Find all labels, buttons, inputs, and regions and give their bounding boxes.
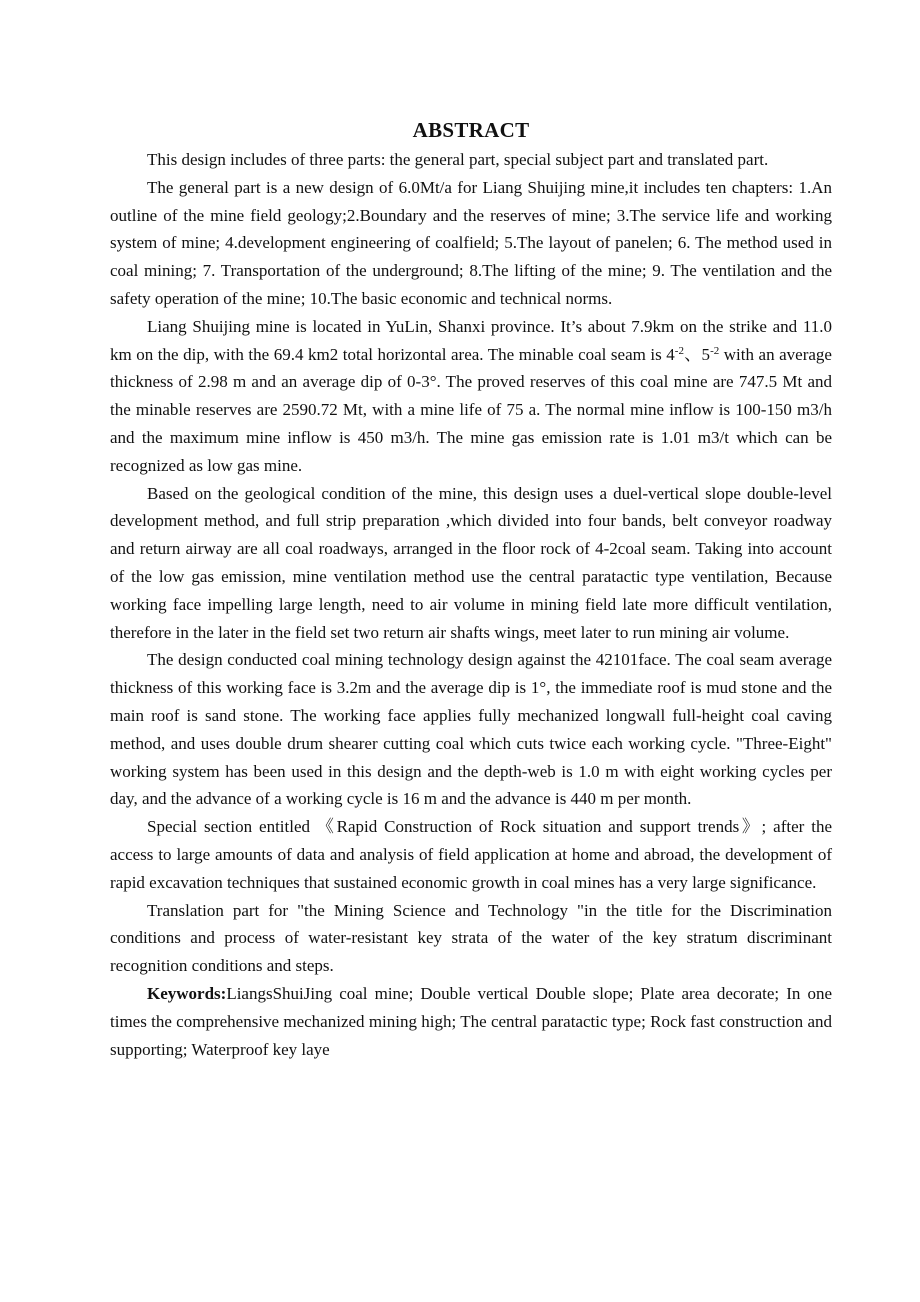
seam-separator: 、5 [683, 344, 711, 364]
mine-location-text-continued: with an average thickness of 2.98 m and an average dip of 0-3°. The proved reserves of this coal mine are 747.5 Mt and the minable reserves are 2590.72 Mt, with a mine life of 75 a. The normal mine inflow is 100-150 m3/h and the maximum mine inflow is 450 m3/h. The mine gas emission rate is 1.01 m3/t which can be recognized as low gas mine. [110, 344, 832, 475]
keywords-label: Keywords: [147, 983, 227, 1003]
keywords-text: LiangsShuiJing coal mine; Double vertical Double slope; Plate area decorate; In one times the comprehensive mechanized mining high; The central paratactic type; Rock fast construction and supporting; Waterproof key laye [110, 983, 832, 1059]
mine-location-text: Liang Shuijing mine is located in YuLin, Shanxi province. It’s about 7.9km on the strike and 11.0 km on the dip, with the 69.4 km2 total horizontal area. The minable coal seam is 4 [110, 316, 832, 364]
document-page [110, 116, 832, 1063]
paragraph-special-section: Special section entitled 《Rapid Construction of Rock situation and support trends》; after the access to large amounts of data and analysis of field application at home and abroad, the development of rapid excavation techniques that sustained economic growth in coal mines has a very large significance. [110, 817, 832, 892]
keywords-paragraph [110, 980, 832, 1063]
paragraph-intro: This design includes of three parts: the general part, special subject part and translated part. [147, 150, 769, 169]
paragraph-translation-part: Translation part for "the Mining Science and Technology "in the title for the Discrimination conditions and process of water-resistant key strata of the water of the key stratum discriminant recognition conditions and steps. [110, 900, 832, 976]
paragraph-mine-location [110, 313, 832, 480]
paragraph-general-part: The general part is a new design of 6.0Mt/a for Liang Shuijing mine,it includes ten chapters: 1.An outline of the mine field geology;2.Boundary and the reserves of mine; 3.The service life and working system of mine; 4.development engineering of coalfield; 5.The layout of panelen; 6. The method used in coal mining; 7. Transportation of the underground; 8.The lifting of the mine; 9. The ventilation and the safety operation of the mine; 10.The basic economic and technical norms. [110, 177, 832, 308]
seam-superscript-2: -2 [710, 344, 720, 357]
paragraph-mining-technology: The design conducted coal mining technology design against the 42101face. The coal seam average thickness of this working face is 3.2m and the average dip is 1°, the immediate roof is mud stone and the main roof is sand stone. The working face applies fully mechanized longwall full-height coal caving method, and uses double drum shearer cutting coal which cuts twice each working cycle. "Three-Eight" working system has been used in this design and the depth-web is 1.0 m with eight working cycles per day, and the advance of a working cycle is 16 m and the advance is 440 m per month. [110, 650, 832, 809]
paragraph-development-method: Based on the geological condition of the mine, this design uses a duel-vertical slope double-level development method, and full strip preparation ,which divided into four bands, belt conveyor roadway and return airway are all coal roadways, arranged in the floor rock of 4-2coal seam. Taking into account of the low gas emission, mine ventilation method use the central paratactic type ventilation, Because working face impelling large length, need to air volume in mining field late more difficult ventilation, therefore in the later in the field set two return air shafts wings, meet later to run mining air volume. [110, 483, 832, 642]
seam-superscript-1: -2 [674, 344, 684, 357]
abstract-title: ABSTRACT [412, 118, 530, 142]
